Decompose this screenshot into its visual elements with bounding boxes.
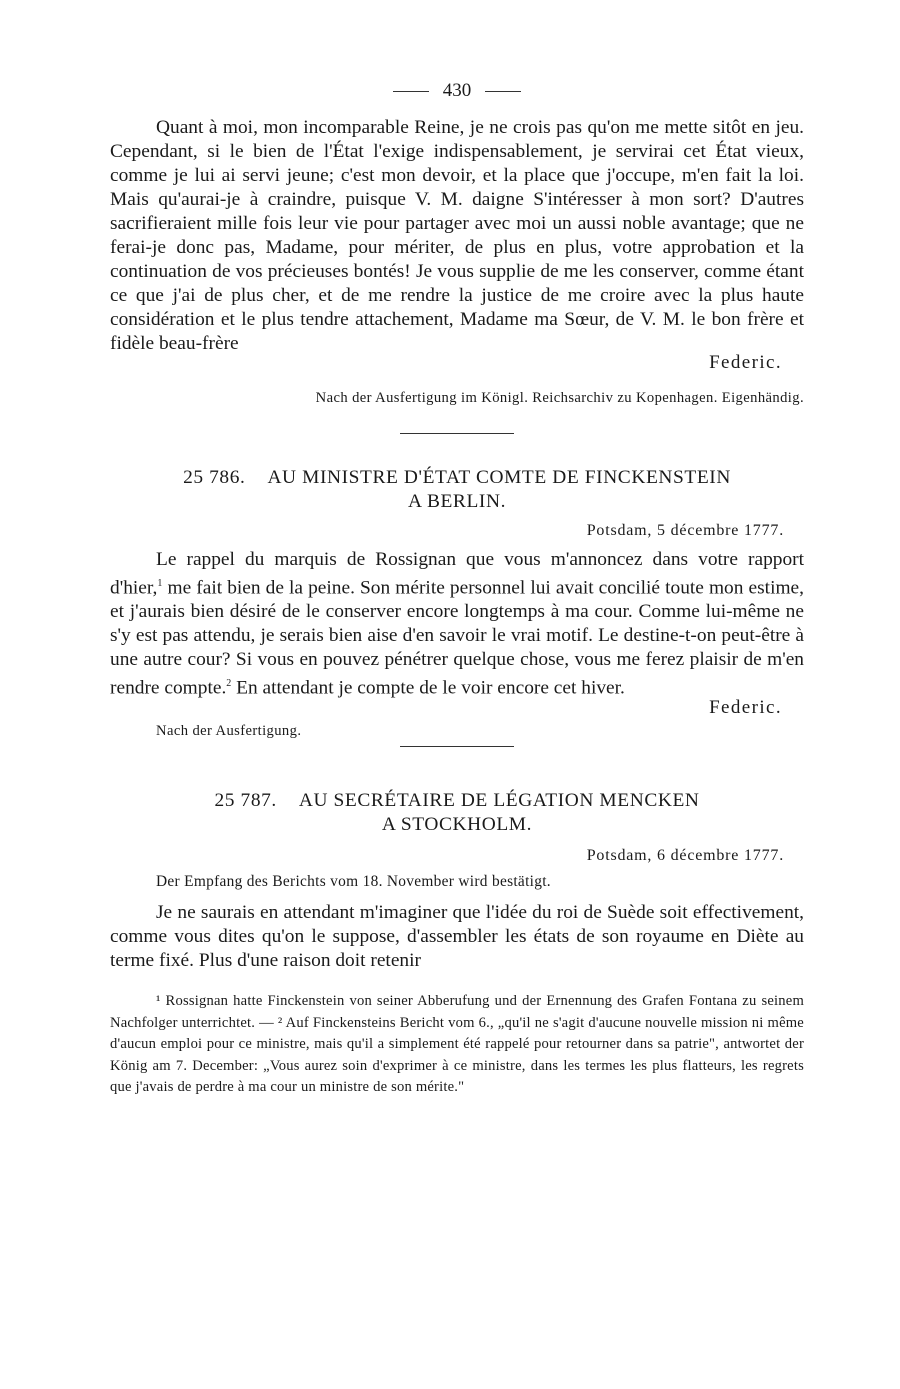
header-dash-right [485,91,521,92]
letter-25787-place-date: Potsdam, 6 décembre 1777. [586,846,784,864]
letter-25786-body [110,548,804,701]
letter-25787-number: 25 787. [214,789,277,811]
letter-25786-heading [110,466,804,514]
letter-25786-place-date: Potsdam, 5 décembre 1777. [586,522,784,539]
letter-prev-source: Nach der Ausfertigung im Königl. Reichsarchiv zu Kopenhagen. Eigenhändig. [315,390,804,406]
letter-25786-paragraph [110,548,804,701]
footnote-ref-2[interactable]: 2 [226,678,232,690]
section-divider [400,433,514,434]
letter-25786-text-a: Le rappel du marquis de Rossignan que vous m'annoncez dans votre rapport d'hier, [110,549,804,599]
footnotes-text: ¹ Rossignan hatte Finckenstein von seiner Abberufung und der Ernennung des Grafen Fontana zu seinem Nachfolger unterrichtet. — ² Auf Finckensteins Bericht vom 6., „qu'il ne s'agit d'aucune nouvelle mission ni même d'aucun emploi pour ce ministre, mais qu'il a simplement été rappelé pour retourner dans sa patrie", antwortet der König am 7. December: „Vous aurez soin d'exprimer à ce ministre, dans les termes les plus flatteurs, les regrets que j'avais de perdre à ma cour un ministre de son mérite." [110,992,804,1096]
header-dash-left [393,91,429,92]
footnote-ref-1[interactable]: 1 [157,578,163,589]
letter-25787-title-line1 [110,789,804,813]
letter-25786-title-line1 [110,466,804,490]
letter-prev-paragraph: Quant à moi, mon incomparable Reine, je ne crois pas qu'on me mette sitôt en jeu. Cependant, si le bien de l'État l'exige indispensablement, je servirai cet État vieux, comme je lui ai servi jeune; c'est mon devoir, et la place que j'occupe, m'en fait la loi. Mais qu'aurai-je à craindre, puisque V. M. daigne S'intéresser à mon sort? D'autres sacrifieraient mille fois leur vie pour partager avec moi un aussi noble avantage; que ne ferai-je donc pas, Madame, pour mériter, de plus en plus, votre approbation et la continuation de vos précieuses bontés! Je vous supplie de me les conserver, comme étant ce que j'ai de plus cher, et de me rendre la justice de me croire avec la plus haute considération et le plus tendre attachement, Madame ma Sœur, de V. M. le bon frère et fidèle beau-frère [110,117,804,354]
document-page [110,80,804,1099]
page-number: 430 [442,80,472,101]
letter-25786-text-b: me fait bien de la peine. Son mérite personnel lui avait concilié toute mon estime, et j'aurais bien désiré de le conserver encore longtemps à ma cour. Comme lui-même ne s'y est pas attendu, je serais bien aise d'en savoir le vrai motif. Le destine-t-on peut-être à une autre cour? Si vous en pouvez pénétrer quelque chose, vous me ferez plaisir de m'en rendre compte. [110,577,804,699]
letter-prev-body [110,116,804,356]
letter-25786-number: 25 786. [183,467,246,488]
page-header [110,80,804,102]
letter-25786-text-c: En attendant je compte de le voir encore cet hiver. [231,677,625,699]
letter-25786-signature: Federic. [709,696,782,718]
letter-25787-heading [110,789,804,837]
letter-25787-body [110,901,804,973]
letter-25787-addressee: AU SECRÉTAIRE DE LÉGATION MENCKEN [298,789,700,811]
section-divider [400,746,514,747]
footnotes [110,991,804,1099]
letter-25786-source: Nach der Ausfertigung. [156,722,302,739]
letter-25786-title-line2: A BERLIN. [407,491,507,512]
letter-25787-regest: Der Empfang des Berichts vom 18. November wird bestätigt. [156,872,551,890]
letter-prev-signature: Federic. [709,352,782,373]
letter-25787-paragraph: Je ne saurais en attendant m'imaginer que l'idée du roi de Suède soit effectivement, comme vous dites qu'on le suppose, d'assembler les états de son royaume en Diète au terme fixé. Plus d'une raison doit retenir [110,901,804,971]
letter-25787-title-line2: A STOCKHOLM. [381,813,533,835]
letter-25786-addressee: AU MINISTRE D'ÉTAT COMTE DE FINCKENSTEIN [267,467,731,488]
